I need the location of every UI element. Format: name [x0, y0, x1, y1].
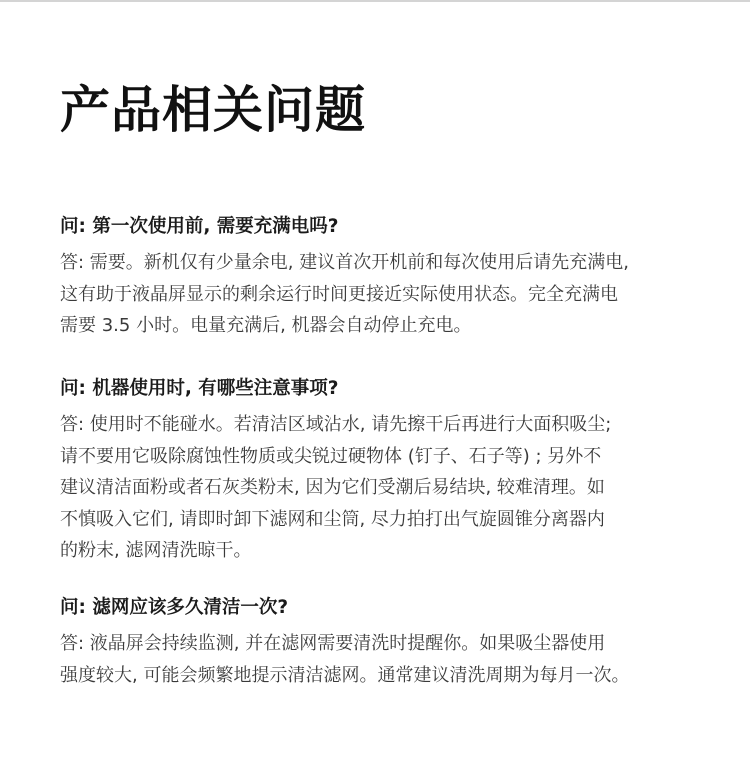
answer-line: 这有助于液晶屏显示的剩余运行时间更接近实际使用状态。完全充满电: [60, 283, 618, 305]
answer-line: 答: 液晶屏会持续监测, 并在滤网需要清洗时提醒你。如果吸尘器使用: [60, 633, 606, 654]
faq-answer: [60, 247, 700, 342]
faq-question: 问: 第一次使用前, 需要充满电吗?: [60, 216, 339, 237]
answer-line: 请不要用它吸除腐蚀性物质或尖锐过硬物体 (钉子、石子等) ; 另外不: [60, 445, 602, 467]
faq-question: 问: 滤网应该多久清洁一次?: [60, 597, 289, 618]
faq-question: 问: 机器使用时, 有哪些注意事项?: [60, 378, 339, 399]
answer-line: 需要 3.5 小时。电量充满后, 机器会自动停止充电。: [60, 315, 472, 336]
faq-item: [60, 594, 700, 691]
page-title: 产品相关问题: [60, 81, 366, 139]
answer-line: 答: 需要。新机仅有少量余电, 建议首次开机前和每次使用后请先充满电,: [60, 252, 629, 273]
faq-answer: [60, 628, 700, 691]
answer-line: 强度较大, 可能会频繁地提示清洁滤网。通常建议清洗周期为每月一次。: [60, 664, 630, 686]
faq-answer: [60, 409, 700, 567]
answer-line: 建议清洁面粉或者石灰类粉末, 因为它们受潮后易结块, 较难清理。如: [60, 477, 605, 498]
faq-item: [60, 375, 700, 567]
faq-item: [60, 213, 700, 342]
answer-line: 答: 使用时不能碰水。若清洁区域沾水, 请先擦干后再进行大面积吸尘;: [60, 414, 612, 435]
answer-line: 的粉末, 滤网清洗晾干。: [60, 540, 252, 561]
top-divider: [0, 0, 750, 2]
answer-line: 不慎吸入它们, 请即时卸下滤网和尘筒, 尽力拍打出气旋圆锥分离器内: [60, 508, 605, 530]
